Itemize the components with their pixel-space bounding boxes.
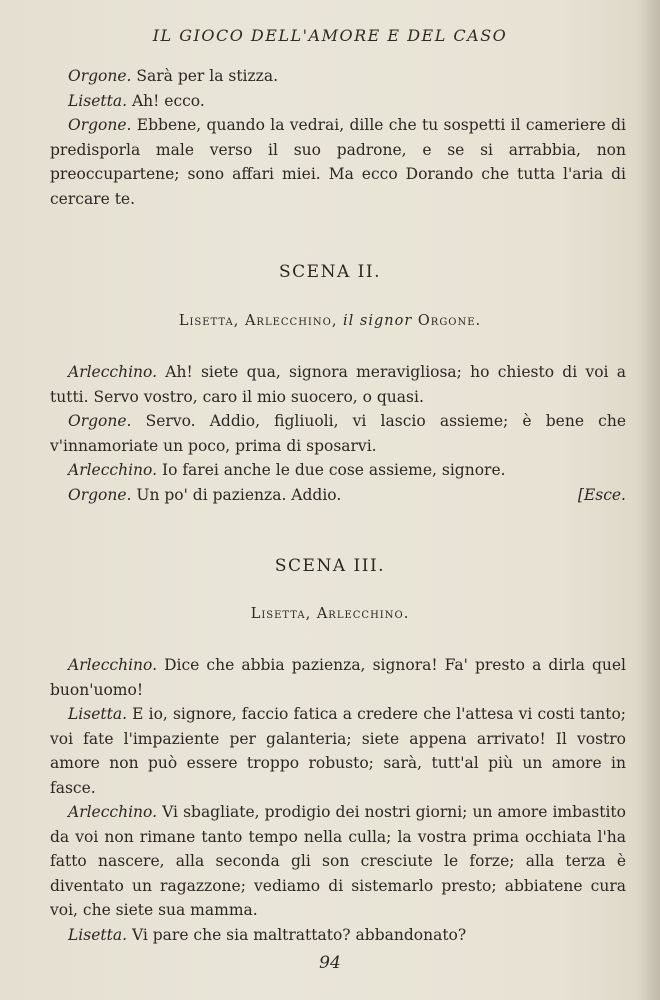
dialogue-line [50,113,626,211]
speaker-name: Orgone. [68,485,132,504]
characters-italic: il signor [343,313,413,329]
scene-2-dialogue [50,360,626,507]
dialogue-text: Sarà per la stizza. [131,67,279,85]
scene-2-title: SCENA II. [279,262,381,282]
dialogue-text: Ah! ecco. [127,91,205,110]
speaker-name: Arlecchino. [68,363,158,381]
speaker-name: Arlecchino. [68,803,158,821]
spine-shadow [638,0,660,1000]
dialogue-line [50,64,626,89]
dialogue-line [50,360,626,409]
dialogue-text: Io farei anche le due cose assieme, signore. [157,461,506,479]
dialogue-line [50,702,626,800]
dialogue-line [50,923,626,948]
dialogue-line [50,89,626,114]
speaker-name: Lisetta. [68,925,128,944]
speaker-name: Orgone. [68,412,132,430]
dialogue-text: Ebbene, quando la vedrai, dille che tu sospetti il cameriere di predisporla male verso il suo padrone, e se si arrabbia, non preoccupartene; sono affari miei. Ma ecco Dorando che tutta l'aria di cercare te. [50,116,626,208]
dialogue-text: Dice che abbia pazienza, signora! Fa' presto a dirla quel buon'uomo! [50,656,626,699]
scene-3-dialogue [50,653,626,947]
speaker-name: Arlecchino. [68,656,158,674]
page-number: 94 [319,953,341,973]
dialogue-text: Un po' di pazienza. Addio. [131,485,342,504]
characters-names: Lisetta, Arlecchino, [178,313,344,329]
dialogue-line [50,800,626,923]
scene-2-characters [0,313,660,329]
dialogue-text: Vi pare che sia maltrattato? abbandonato? [127,925,467,944]
dialogue-line [50,483,626,508]
dialogue-text: Servo. Addio, figliuoli, vi lascio assieme; è bene che v'innamoriate un poco, prima di sposarvi. [50,412,626,455]
characters-tail: Orgone. [412,313,482,329]
speaker-name: Orgone. [68,116,132,134]
speaker-name: Lisetta. [68,705,128,723]
stage-direction-exit: [Esce. [577,485,626,504]
scene1-end-dialogue [50,64,626,211]
scene-3-title: SCENA III. [274,556,386,576]
scene-3-characters: Lisetta, Arlecchino. [250,606,410,622]
dialogue-line [50,653,626,702]
speaker-name: Lisetta. [68,91,128,110]
speaker-name: Arlecchino. [68,461,158,479]
dialogue-text: Ah! siete qua, signora meravigliosa; ho chiesto di voi a tutti. Servo vostro, caro il mio suocero, o quasi. [50,363,626,406]
running-head: IL GIOCO DELL'AMORE E DEL CASO [152,26,508,45]
dialogue-text: E io, signore, faccio fatica a credere che l'attesa vi costi tanto; voi fate l'impaziente per galanteria; siete appena arrivato! Il vostro amore non può essere troppo robusto; sarà, tutt'al più un amore in fasce. [50,705,626,797]
dialogue-line [50,458,626,483]
dialogue-line [50,409,626,458]
speaker-name: Orgone. [68,67,132,85]
dialogue-text: Vi sbagliate, prodigio dei nostri giorni; un amore imbastito da voi non rimane tanto tempo nella culla; la vostra prima occhiata l'ha fatto nascere, alla seconda gli son cresciute le forze; alla terza è diventato un ragazzone; vediamo di sistemarlo presto; abbiatene cura voi, che siete sua mamma. [50,803,626,919]
